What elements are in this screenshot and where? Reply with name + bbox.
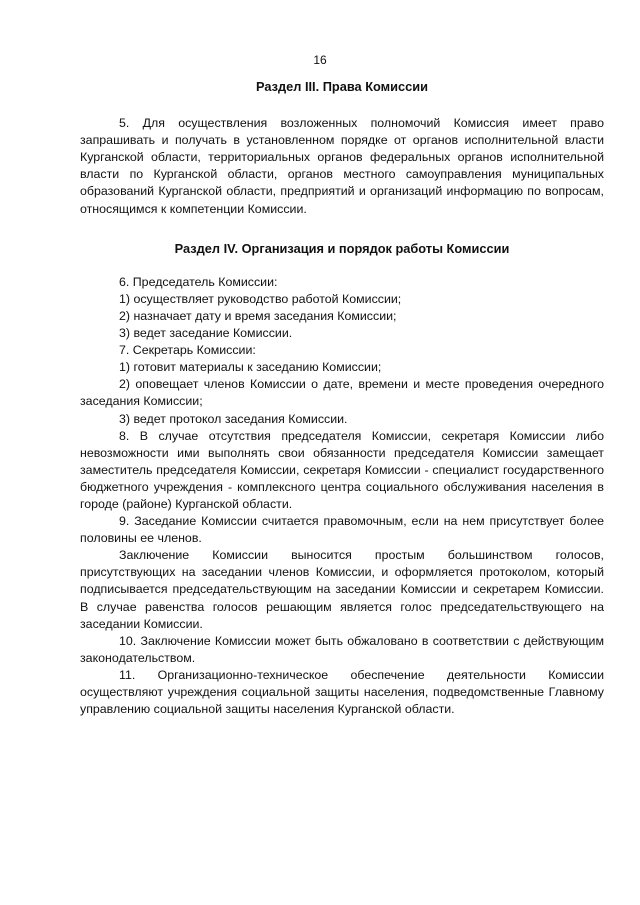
section-3-heading: Раздел III. Права Комиссии xyxy=(256,79,428,94)
paragraph-6-item-1: 1) осуществляет руководство работой Комиссии; xyxy=(119,291,402,306)
page-number: 16 xyxy=(313,53,327,67)
paragraph-11: 11. Организационно-техническое обеспечение деятельности Комиссии осуществляют учреждения социальной защиты населения, подведомственные Главному управлению социальной защиты населения Курганской области. xyxy=(80,667,604,717)
paragraph-7: 7. Секретарь Комиссии: xyxy=(119,343,256,358)
paragraph-7-item-3: 3) ведет протокол заседания Комиссии. xyxy=(119,411,348,426)
paragraph-8: 8. В случае отсутствия председателя Комиссии, секретаря Комиссии либо невозможности ими выполнять свои обязанности председателя Комиссии замещает заместитель председателя Комиссии, секретаря Комиссии - специалист государственного бюджетного учреждения - комплексного центра социального обслуживания населения в городе (районе) Курганской области. xyxy=(80,428,604,511)
paragraph-5: 5. Для осуществления возложенных полномочий Комиссия имеет право запрашивать и получать в установленном порядке от органов исполнительной власти Курганской области, территориальных органов федеральных органов исполнительной власти по Курганской области, органов местного самоуправления муниципальных образований Курганской области, предприятий и организаций информацию по вопросам, относящимся к компетенции Комиссии. xyxy=(80,116,604,216)
section-4-heading: Раздел IV. Организация и порядок работы Комиссии xyxy=(174,240,510,256)
paragraph-6-item-2: 2) назначает дату и время заседания Комиссии; xyxy=(119,308,397,323)
paragraph-7-item-2: 2) оповещает членов Комиссии о дате, времени и месте проведения очередного заседания Комиссии; xyxy=(80,377,604,409)
paragraph-6: 6. Председатель Комиссии: xyxy=(119,274,278,289)
paragraph-10: 10. Заключение Комиссии может быть обжаловано в соответствии с действующим законодательством. xyxy=(80,633,604,665)
paragraph-9-conclusion: Заключение Комиссии выносится простым большинством голосов, присутствующих на заседании членов Комиссии, и оформляется протоколом, который подписывается председательствующим на заседании Комиссии и секретарем Комиссии. В случае равенства голосов решающим является голос председательствующего на заседании Комиссии. xyxy=(80,548,604,631)
document-body xyxy=(80,78,604,718)
paragraph-9: 9. Заседание Комиссии считается правомочным, если на нем присутствует более половины ее членов. xyxy=(80,514,604,546)
paragraph-6-item-3: 3) ведет заседание Комиссии. xyxy=(119,326,293,341)
paragraph-7-item-1: 1) готовит материалы к заседанию Комиссии; xyxy=(119,360,382,375)
